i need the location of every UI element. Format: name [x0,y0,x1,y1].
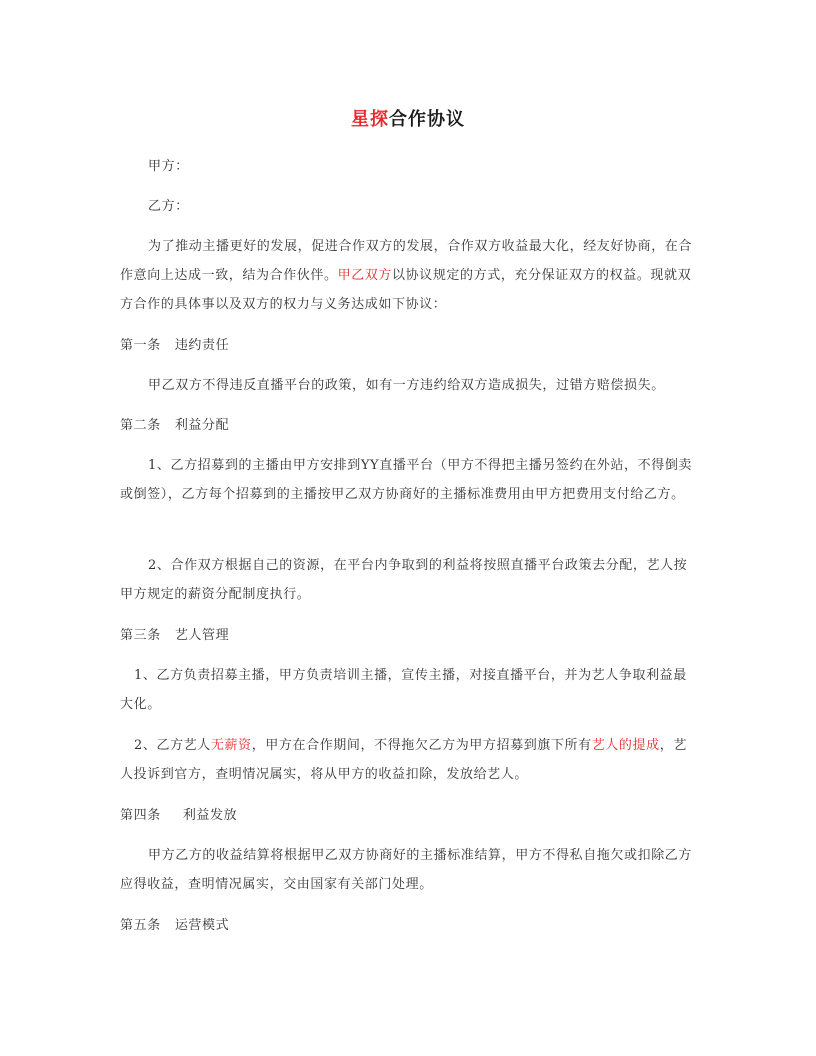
article-number: 第五条 [120,918,161,933]
article-number: 第一条 [120,338,161,353]
party-b-line: 乙方： [148,199,189,214]
article-name: 艺人管理 [174,628,230,643]
document-title [0,106,816,134]
article-number: 第二条 [120,418,161,433]
intro-text-2: 以协议规定的方式，充分保证双方的权益。现就双方合作的具体事以及双方的权力与义务达成如下协议： [120,268,692,312]
article-2-paragraph-2: 2、合作双方根据自己的资源，在平台内争取到的利益将按照直播平台政策去分配，艺人按甲方规定的薪资分配制度执行。 [120,558,688,602]
intro-highlight: 甲乙双方 [337,268,393,283]
article-number: 第三条 [120,628,161,643]
title-rest: 合作协议 [389,109,465,130]
art3-highlight-2: 艺人的提成 [591,738,660,753]
intro-text-1: 为了推动主播更好的发展，促进合作双方的发展，合作双方收益最大化，经友好协商，在合作意向上达成一致，结为合作伙伴。 [120,239,693,283]
article-3-paragraph-1: 1、乙方负责招募主播，甲方负责培训主播，宣传主播，对接直播平台，并为艺人争取利益最大化。 [120,668,687,712]
article-name: 违约责任 [174,338,230,353]
art3-text-c: ，艺人投诉到官方，查明情况属实，将从甲方的收益扣除，发放给艺人。 [120,738,687,782]
article-number: 第四条 [120,808,161,823]
article-name: 运营模式 [174,918,230,933]
art3-text-a: 2、乙方艺人 [134,738,211,753]
article-3-heading [120,621,700,650]
article-name: 利益分配 [174,418,230,433]
intro-paragraph [120,232,700,319]
article-name: 利益发放 [182,808,238,823]
article-4-heading [120,801,700,830]
article-5-heading [120,911,700,940]
art3-highlight-1: 无薪资 [210,738,252,753]
article-1-heading [120,331,700,360]
party-a-line: 甲方： [148,159,189,174]
article-3-paragraph-2 [120,731,700,789]
article-2-heading [120,411,700,440]
article-2-paragraph-1: 1、乙方招募到的主播由甲方安排到YY直播平台（甲方不得把主播另签约在外站，不得倒卖或倒签），乙方每个招募到的主播按甲乙双方协商好的主播标准费用由甲方把费用支付给乙方。 [120,458,693,502]
art3-text-b: ，甲方在合作期间，不得拖欠乙方为甲方招募到旗下所有 [251,738,592,753]
article-4-paragraph: 甲方乙方的收益结算将根据甲乙双方协商好的主播标准结算，甲方不得私自拖欠或扣除乙方应得收益，查明情况属实，交由国家有关部门处理。 [120,848,693,892]
title-highlight: 星探 [351,109,389,130]
article-1-paragraph: 甲乙双方不得违反直播平台的政策，如有一方违约给双方造成损失，过错方赔偿损失。 [148,378,665,393]
